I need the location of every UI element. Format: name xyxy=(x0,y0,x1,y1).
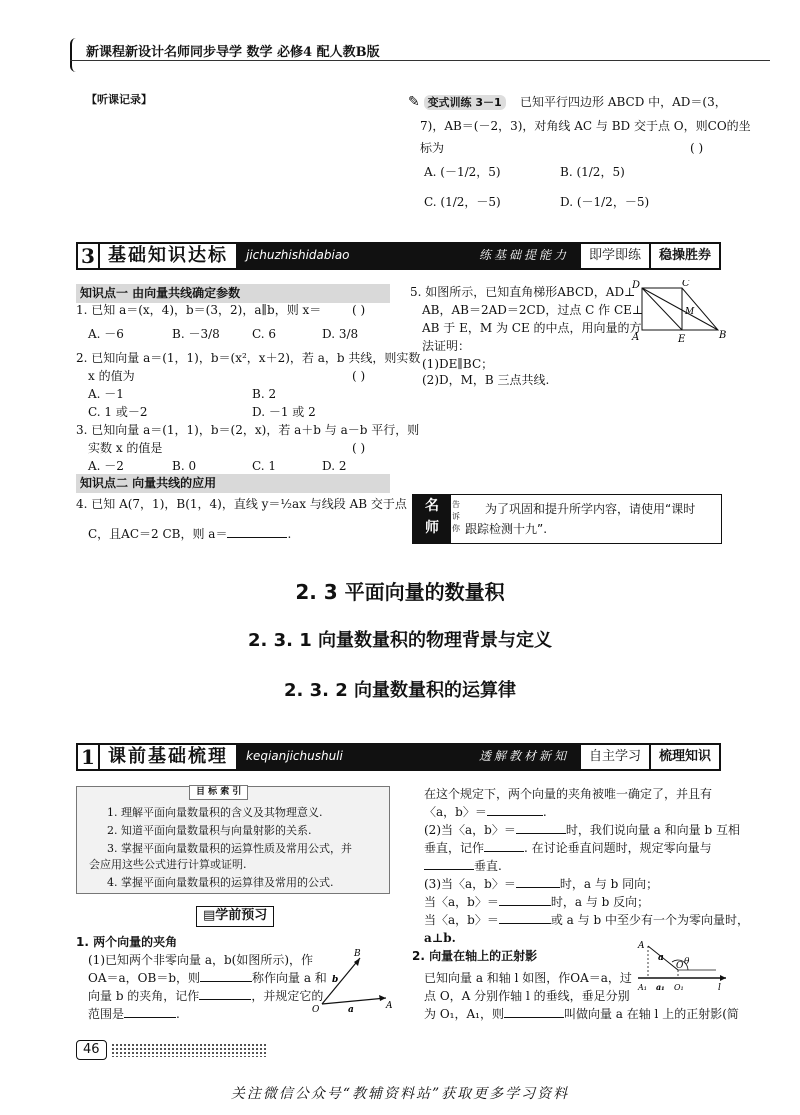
label-c: C xyxy=(682,280,690,289)
q2-option-c: C. 1 或－2 xyxy=(88,405,148,419)
q1-option-a: A. －6 xyxy=(88,327,124,341)
section3-num: 3 xyxy=(78,244,100,268)
index-item-3b: 会应用这些公式进行计算或证明. xyxy=(89,858,247,871)
q1-paren: ( ) xyxy=(352,303,366,317)
s2-blank[interactable] xyxy=(504,1006,564,1018)
section1-bar xyxy=(76,743,721,771)
section3-tag2: 稳操胜券 xyxy=(649,244,719,268)
q2-option-a: A. －1 xyxy=(88,387,124,401)
r-blank-1[interactable] xyxy=(487,804,543,816)
variant-option-d: D. (－1/2，－5) xyxy=(560,195,650,209)
variant-stem3: 标为 xyxy=(420,141,445,155)
proj-label-l: l xyxy=(718,983,721,993)
proj-label-theta: θ xyxy=(684,957,690,967)
s1-line4a: 范围是 xyxy=(88,1007,125,1021)
page-number-box xyxy=(76,1040,266,1060)
s2-line3a: 为 O₁，A₁，则 xyxy=(424,1007,504,1021)
book-icon: ▤ xyxy=(203,908,216,923)
s2-line3b: 叫做向量 a 在轴 l 上的正射影(简 xyxy=(563,1007,739,1021)
r-line9: a⊥b. xyxy=(424,931,456,945)
index-item-3: 3. 掌握平面向量数量积的运算性质及常用公式，并 xyxy=(107,842,352,855)
variant-stem1: 已知平行四边形 ABCD 中，AD＝(3， xyxy=(520,95,727,109)
teacher-badge-2: 师 xyxy=(425,520,439,536)
s1-blank-notation[interactable] xyxy=(199,988,251,1000)
section1-motto: 透解教材新知 xyxy=(478,749,569,764)
q1-stem: 1. 已知 a＝(x，4)，b＝(3，2)，a∥b，则 x＝ xyxy=(76,303,322,317)
teacher-text1: 为了巩固和提升所学内容，请使用“课时 xyxy=(485,502,696,516)
index-item-1: 1. 理解平面向量数量积的含义及其物理意义. xyxy=(107,806,323,819)
s1-line4 xyxy=(88,1006,180,1023)
s1-line3b: ，并规定它的 xyxy=(251,989,324,1003)
q5-line3: AB 于 E，M 为 CE 的中点，用向量的方 xyxy=(422,321,642,335)
q1-option-b: B. －3/8 xyxy=(172,327,220,341)
r-line4b: . 在讨论垂直问题时，规定零向量与 xyxy=(524,841,712,855)
q5-line2: AB，AB＝2AD＝2CD，过点 C 作 CE⊥ xyxy=(422,303,644,317)
label-o: O xyxy=(312,1005,320,1015)
heading-2-3: 2. 3 平面向量的数量积 xyxy=(295,580,505,604)
r-line4 xyxy=(424,840,712,857)
s1-line1: (1)已知两个非零向量 a，b(如图所示)，作 xyxy=(88,953,314,967)
proj-label-a1-vec: a₁ xyxy=(656,982,665,992)
s2-title: 2. 向量在轴上的正射影 xyxy=(412,949,538,963)
pencil-icon: ✎ xyxy=(408,94,420,110)
index-item-4: 4. 掌握平面向量数量积的运算律及常用的公式. xyxy=(107,876,334,889)
r-line8 xyxy=(424,912,749,929)
s1-blank-angle[interactable] xyxy=(200,970,252,982)
teacher-tip xyxy=(412,494,722,544)
segment-de xyxy=(642,288,682,330)
vector-ob xyxy=(322,958,360,1004)
r-line3b: 时，我们说向量 a 和向量 b 互相 xyxy=(565,823,740,837)
q5-line1: 5. 如图所示，已知直角梯形ABCD，AD⊥ xyxy=(410,285,636,299)
q2-stem2: x 的值为 xyxy=(88,369,135,383)
angle-figure xyxy=(312,948,394,1016)
r-blank-7[interactable] xyxy=(499,912,551,924)
teacher-badge-3: 告诉你 xyxy=(452,500,460,533)
r-line5b: 垂直. xyxy=(474,859,502,873)
teacher-badge xyxy=(413,495,451,543)
r-line3 xyxy=(424,822,740,839)
index-title: 目 标 索 引 xyxy=(189,785,248,800)
projection-figure xyxy=(636,940,730,996)
proj-label-o1: O₁ xyxy=(674,983,684,992)
target-index-box xyxy=(76,786,390,894)
segment-db xyxy=(642,288,718,330)
section1-tag1: 自主学习 xyxy=(579,745,649,769)
s2-line1: 已知向量 a 和轴 l 如图，作OA＝a，过 xyxy=(424,971,632,985)
r-line6b: 时，a 与 b 同向； xyxy=(559,877,659,891)
label-b-vector: b xyxy=(332,975,339,985)
r-line5 xyxy=(424,858,502,875)
r-line7a: 当〈a，b〉＝ xyxy=(424,895,499,909)
section3-motto: 练基础提能力 xyxy=(478,248,569,263)
section3-pinyin: jichuzhishidabiao xyxy=(246,248,350,263)
r-line8a: 当〈a，b〉＝ xyxy=(424,913,499,927)
q3-option-c: C. 1 xyxy=(252,459,277,473)
s1-line2a: OA＝a，OB＝b，则 xyxy=(88,971,200,985)
label-d: D xyxy=(632,280,641,291)
r-line3a: (2)当〈a，b〉＝ xyxy=(424,823,516,837)
r-blank-3[interactable] xyxy=(484,840,524,852)
q4-stem2: C，且AC＝2 CB，则 a＝ xyxy=(88,527,228,541)
footer-note: 关注微信公众号“教辅资料站”获取更多学习资料 xyxy=(230,1086,570,1102)
q3-option-d: D. 2 xyxy=(322,459,347,473)
q3-option-a: A. －2 xyxy=(88,459,124,473)
r-line1: 在这个规定下，两个向量的夹角被唯一确定了，并且有 xyxy=(424,787,713,801)
section1-pinyin: keqianjichushuli xyxy=(246,749,343,764)
trapezoid-figure xyxy=(630,280,730,346)
s1-line4b: . xyxy=(176,1007,180,1021)
s1-line3 xyxy=(88,988,323,1005)
r-line8b: 或 a 与 b 中至少有一个为零向量时， xyxy=(550,913,749,927)
q1-option-d: D. 3/8 xyxy=(322,327,359,341)
header-rule xyxy=(70,60,770,61)
knowledge-point-1: 知识点一 由向量共线确定参数 xyxy=(76,284,390,303)
r-line7b: 时，a 与 b 反向； xyxy=(550,895,650,909)
teacher-text2: 跟踪检测十九”. xyxy=(465,522,548,536)
label-a: A xyxy=(632,332,640,343)
q4-line2 xyxy=(88,526,291,543)
arrow-l xyxy=(720,975,726,981)
r-blank-4[interactable] xyxy=(424,858,474,870)
teacher-badge-1: 名 xyxy=(425,498,439,514)
proj-label-a: A xyxy=(638,941,645,951)
variant-paren: ( ) xyxy=(690,141,704,155)
q1-option-c: C. 6 xyxy=(252,327,277,341)
variant-badge xyxy=(408,92,506,112)
q2-option-b: B. 2 xyxy=(252,387,277,401)
label-a-point: A xyxy=(386,1001,393,1011)
section3-title: 基础知识达标 xyxy=(100,244,236,268)
variant-option-c: C. (1/2，－5) xyxy=(424,195,501,209)
label-e: E xyxy=(678,334,686,345)
q4-blank[interactable] xyxy=(227,526,287,538)
preview-label xyxy=(196,906,274,927)
variant-badge-label: 变式训练 3－1 xyxy=(424,95,506,110)
label-m: M xyxy=(685,307,695,317)
r-line6a: (3)当〈a，b〉＝ xyxy=(424,877,516,891)
index-item-2: 2. 知道平面向量数量积与向量射影的关系. xyxy=(107,824,312,837)
preview-text: 学前预习 xyxy=(215,908,268,923)
variant-stem2: 7)，AB＝(－2，3)，对角线 AC 与 BD 交于点 O，则CO的坐 xyxy=(420,119,751,133)
s1-line3a: 向量 b 的夹角，记作 xyxy=(88,989,200,1003)
proj-label-a1: A₁ xyxy=(638,983,647,992)
s1-blank-range[interactable] xyxy=(124,1006,176,1018)
r-line2a: 〈a，b〉＝ xyxy=(424,805,487,819)
q2-paren: ( ) xyxy=(352,369,366,383)
label-a-vector: a xyxy=(348,1005,354,1015)
page-number-pattern xyxy=(111,1043,266,1057)
s2-line3 xyxy=(424,1006,739,1023)
section3-bar xyxy=(76,242,721,270)
r-line2 xyxy=(424,804,547,821)
s1-title: 1. 两个向量的夹角 xyxy=(76,935,178,949)
proj-label-o: O xyxy=(676,961,684,971)
q5-line5: (1)DE∥BC； xyxy=(422,357,494,371)
section3-tag1: 即学即练 xyxy=(579,244,649,268)
r-blank-6[interactable] xyxy=(499,894,551,906)
knowledge-point-2: 知识点二 向量共线的应用 xyxy=(76,474,390,493)
q5-line6: (2)D，M，B 三点共线. xyxy=(422,373,550,387)
vector-oa xyxy=(322,998,386,1004)
section1-title: 课前基础梳理 xyxy=(100,745,236,769)
header-bracket xyxy=(70,38,78,72)
q4-end: . xyxy=(287,527,292,541)
r-blank-5[interactable] xyxy=(516,876,560,888)
q3-paren: ( ) xyxy=(352,441,366,455)
r-blank-2[interactable] xyxy=(516,822,566,834)
r-line6 xyxy=(424,876,658,893)
r-line2b: . xyxy=(542,805,547,819)
heading-2-3-2: 2. 3. 2 向量数量积的运算律 xyxy=(283,680,517,701)
page-number: 46 xyxy=(76,1040,107,1060)
r-line4a: 垂直，记作 xyxy=(424,841,485,855)
q2-option-d: D. －1 或 2 xyxy=(252,405,316,419)
q3-stem1: 3. 已知向量 a＝(1，1)，b＝(2，x)，若 a＋b 与 a－b 平行，则 xyxy=(76,423,420,437)
proj-label-a-vec: a xyxy=(658,953,664,963)
header-title: 新课程新设计名师同步导学 数学 必修4 配人教B版 xyxy=(86,45,380,60)
q3-option-b: B. 0 xyxy=(172,459,197,473)
notes-label: 【听课记录】 xyxy=(86,93,152,106)
q3-stem2: 实数 x 的值是 xyxy=(88,441,163,455)
q4-stem1: 4. 已知 A(7，1)，B(1，4)，直线 y＝½ax 与线段 AB 交于点 xyxy=(76,497,407,511)
section1-tag2: 梳理知识 xyxy=(649,745,719,769)
arrow-a xyxy=(379,995,386,1001)
r-line7 xyxy=(424,894,649,911)
s1-line2b: 称作向量 a 和 xyxy=(252,971,327,985)
s2-line2: 点 O，A 分别作轴 l 的垂线，垂足分别 xyxy=(424,989,630,1003)
s1-line2 xyxy=(88,970,327,987)
heading-2-3-1: 2. 3. 1 向量数量积的物理背景与定义 xyxy=(247,630,553,651)
variant-option-a: A. (－1/2，5) xyxy=(424,165,501,179)
label-b: B xyxy=(719,330,727,341)
label-b-point: B xyxy=(354,949,361,959)
q2-stem1: 2. 已知向量 a＝(1，1)，b＝(x²，x＋2)，若 a，b 共线，则实数 xyxy=(76,351,421,365)
q5-line4: 法证明： xyxy=(422,339,471,353)
variant-option-b: B. (1/2，5) xyxy=(560,165,625,179)
section1-num: 1 xyxy=(78,745,100,769)
